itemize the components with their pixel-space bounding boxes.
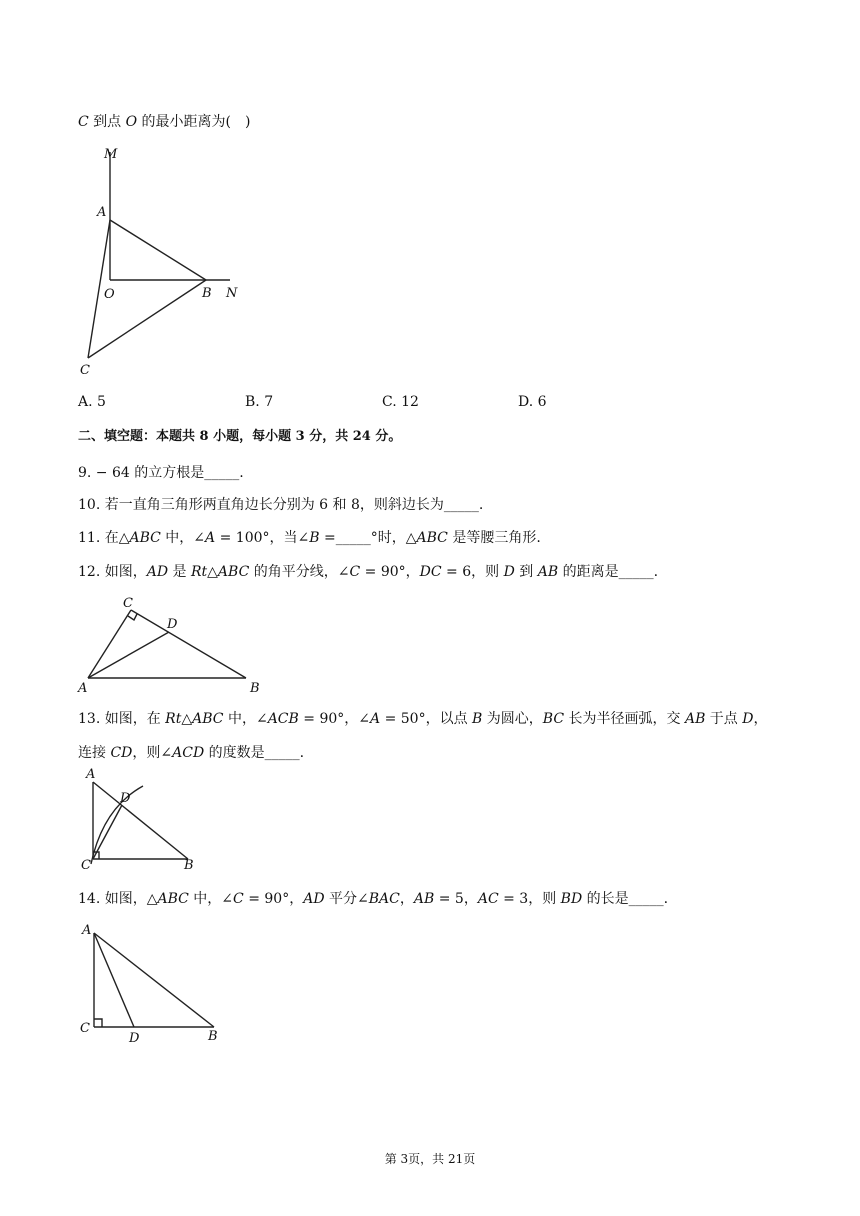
segment-ab: [94, 933, 214, 1027]
q11: 11. 在△ABC 中，∠A = 100°，当∠B =_____°时，△ABC 是等腰三角形.: [78, 530, 541, 546]
label-o: O: [104, 287, 115, 302]
label-c: C: [81, 858, 91, 873]
segment-ad: [94, 933, 134, 1027]
segment-ac: [88, 610, 131, 678]
q14: 14. 如图，△ABC 中，∠C = 90°，AD 平分∠BAC，AB = 5，AC = 3，则 BD 的长是_____.: [78, 891, 669, 907]
q12-figure: [75, 595, 275, 695]
label-c: C: [80, 1021, 90, 1036]
label-a: A: [82, 923, 92, 938]
label-a: A: [78, 681, 88, 696]
right-angle-mark: [94, 1019, 102, 1027]
q13-line1: 13. 如图，在 Rt△ABC 中，∠ACB = 90°，∠A = 50°，以点 B 为圆心，BC 长为半径画弧，交 AB 于点 D，: [78, 711, 768, 727]
q13-line2: 连接 CD，则∠ACD 的度数是_____.: [78, 745, 305, 761]
segment-ad: [88, 632, 169, 678]
label-d: D: [167, 617, 178, 632]
label-n: N: [226, 286, 238, 301]
option-b: B. 7: [245, 394, 274, 410]
label-b: B: [184, 858, 194, 873]
right-angle-mark: [128, 614, 137, 620]
label-d: D: [120, 791, 131, 806]
label-m: M: [104, 147, 118, 162]
label-a: A: [97, 205, 107, 220]
option-a: A. 5: [78, 394, 106, 410]
label-c: C: [123, 596, 133, 611]
page-footer: 第 3页，共 21页: [384, 1152, 476, 1166]
label-a: A: [86, 767, 96, 782]
q14-figure: [78, 920, 238, 1048]
label-b: B: [250, 681, 260, 696]
label-d: D: [129, 1031, 140, 1046]
option-c: C. 12: [382, 394, 419, 410]
q8-figure: [70, 140, 260, 380]
q13-figure: [78, 768, 218, 876]
q10: 10. 若一直角三角形两直角边长分别为 6 和 8，则斜边长为_____.: [78, 497, 484, 513]
option-d: D. 6: [518, 394, 547, 410]
section-2-heading: 二、填空题：本题共 8 小题，每小题 3 分，共 24 分。: [78, 429, 402, 444]
segment-ab: [110, 220, 206, 280]
label-b: B: [202, 286, 212, 301]
label-c: C: [80, 363, 90, 378]
segment-cd: [93, 805, 122, 859]
label-b: B: [208, 1029, 218, 1044]
q12: 12. 如图，AD 是 Rt△ABC 的角平分线，∠C = 90°，DC = 6，则 D 到 AB 的距离是_____.: [78, 564, 659, 580]
q9: 9. − 64 的立方根是_____.: [78, 465, 244, 481]
q8-stem-tail: C 到点 O 的最小距离为( ): [78, 114, 251, 130]
